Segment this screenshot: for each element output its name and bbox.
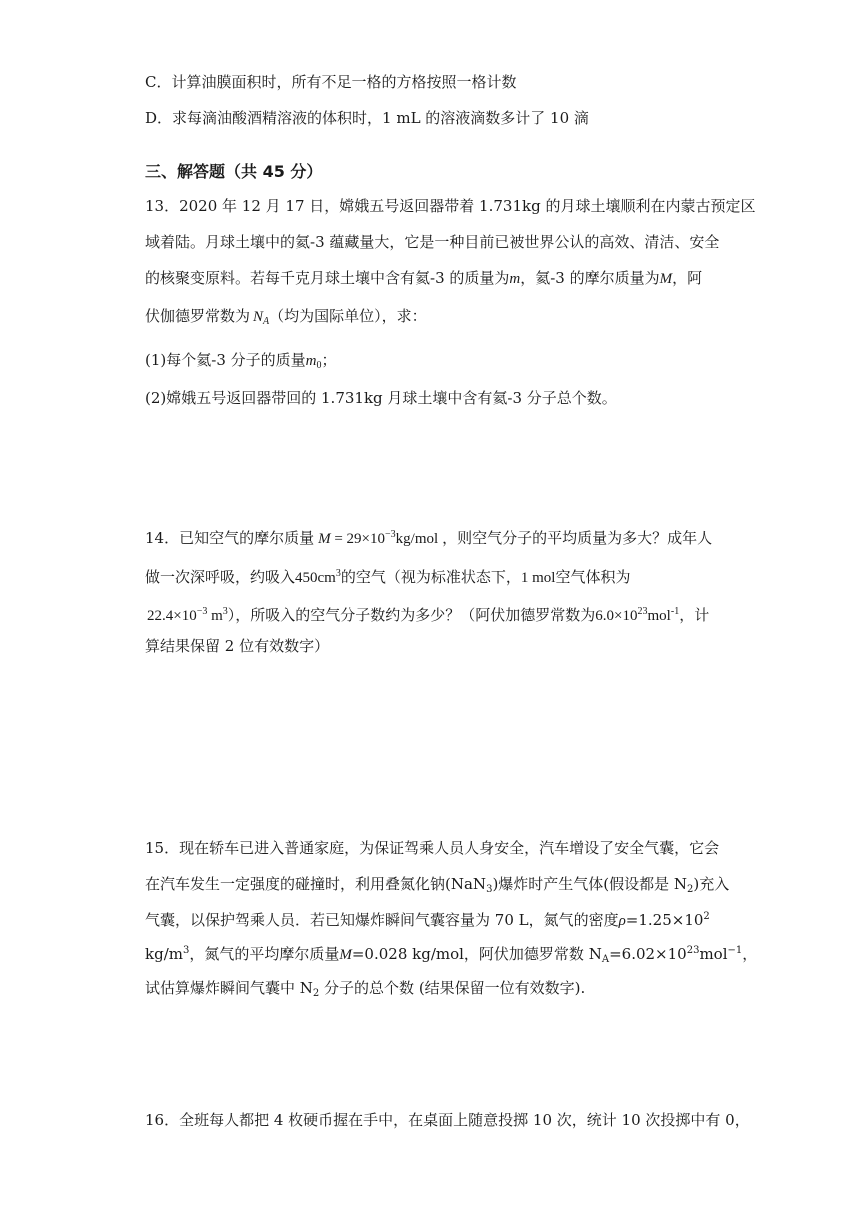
q13-text-3b: ，氦-3 的摩尔质量为	[520, 269, 660, 287]
q14-text-1b: ，则空气分子的平均质量为多大？成年人	[442, 529, 713, 547]
q15-text-3b: =1.25×10	[625, 911, 704, 929]
q16-line-1	[145, 1110, 750, 1130]
q14-text-2c: 空气体积为	[555, 568, 631, 586]
q15-text-4f: ，	[742, 945, 758, 963]
q15-sub-3: 3	[486, 884, 493, 895]
q13-line-2	[145, 232, 719, 252]
q13-text-6: (2)嫦娥五号返回器带回的 1.731kg 月球土壤中含有氦-3 分子总个数。	[145, 389, 617, 407]
q15-line-1	[145, 838, 719, 858]
formula-unit: kg/mol	[395, 531, 439, 547]
q14-avogadro	[595, 608, 679, 624]
q15-sub-n2: 2	[312, 988, 320, 999]
na-value: 6.0×10	[595, 608, 638, 624]
q14-volume	[295, 570, 341, 586]
section-title	[145, 162, 322, 182]
q15-text-2c: )充入	[693, 875, 730, 893]
q13-line-1	[145, 196, 755, 216]
vstp-unit-exp: 3	[222, 606, 228, 617]
q13-text-3c: ，阿	[672, 269, 703, 287]
vstp-exp: −3	[196, 606, 208, 617]
var-M-n2: M	[339, 947, 352, 963]
q14-text-1a: 14．已知空气的摩尔质量	[145, 529, 315, 547]
q15-sub-A: A	[601, 954, 610, 965]
var-NA: N	[253, 309, 264, 325]
q14-text-3b: ），所吸入的空气分子数约为多少？（阿伏加德罗常数为	[227, 606, 596, 624]
q14-line-1	[145, 528, 712, 549]
option-c-text: C．计算油膜面积时，所有不足一格的方格按照一格计数	[145, 73, 517, 91]
option-c	[145, 72, 516, 92]
q14-line-4	[145, 636, 329, 656]
q13-text-4a: 伏伽德罗常数为	[145, 307, 251, 325]
q15-text-4e: mol	[699, 945, 728, 963]
q15-line-5	[145, 978, 585, 998]
q13-line-6	[145, 388, 617, 408]
na-unit: mol	[647, 608, 671, 624]
var-m0: m	[305, 353, 317, 369]
var-m: m	[509, 271, 521, 287]
q14-line-3	[145, 605, 709, 626]
var-m0-sub: 0	[316, 360, 322, 371]
q15-text-5b: 分子的总个数 (结果保留一位有效数字).	[319, 979, 586, 997]
q13-text-4b: （均为国际单位），求：	[269, 307, 427, 325]
q13-text-3a: 的核聚变原料。若每千克月球土壤中含有氦-3 的质量为	[145, 269, 510, 287]
q15-text-2b: )爆炸时产生气体(假设都是 N	[492, 875, 688, 893]
volume-value: 450cm	[295, 570, 336, 586]
q14-vstp	[147, 608, 228, 624]
q13-line-5	[145, 350, 337, 371]
q14-mol: 1 mol	[520, 570, 556, 586]
volume-exp: 3	[335, 568, 341, 579]
na-unit-exp: -1	[670, 606, 680, 617]
q15-line-2	[145, 874, 729, 894]
q15-text-1: 15．现在轿车已进入普通家庭，为保证驾乘人员人身安全，汽车增设了安全气囊，它会	[145, 839, 720, 857]
q15-text-4a: kg/m	[145, 945, 183, 963]
q15-text-3a: 气囊，以保护驾乘人员．若已知爆炸瞬间气囊容量为 70 L，氮气的密度	[145, 911, 619, 929]
q15-text-4b: ，氮气的平均摩尔质量	[189, 945, 340, 963]
var-M: M	[659, 271, 673, 287]
vstp-unit: m	[207, 608, 223, 624]
na-exp: 23	[637, 606, 648, 617]
q15-text-2a: 在汽车发生一定强度的碰撞时，利用叠氮化钠(NaN	[145, 875, 487, 893]
q13-text-5b: ；	[321, 351, 337, 369]
vstp-value: 22.4×10	[147, 608, 197, 624]
section-title-text: 三、解答题（共 45 分）	[145, 162, 323, 181]
q15-exp-23: 23	[686, 945, 700, 956]
formula-exp: −3	[385, 529, 396, 540]
q15-text-4d: =6.02×10	[609, 945, 687, 963]
formula-eq: = 29×10	[330, 531, 386, 547]
q14-text-2a: 做一次深呼吸，约吸入	[145, 568, 296, 586]
q15-exp-neg1: −1	[727, 945, 743, 956]
q14-formula-m	[318, 531, 438, 547]
q16-text-1: 16．全班每人都把 4 枚硬币握在手中，在桌面上随意投掷 10 次，统计 10 次投掷中有 0，	[145, 1111, 750, 1129]
var-NA-sub: A	[263, 316, 270, 327]
q14-text-4: 算结果保留 2 位有效数字）	[145, 637, 330, 655]
q15-sub-2: 2	[687, 884, 694, 895]
q15-text-4c: =0.028 kg/mol，阿伏加德罗常数 N	[351, 945, 602, 963]
q15-exp-2: 2	[703, 911, 710, 922]
var-rho: ρ	[618, 913, 626, 929]
q13-text-2: 域着陆。月球土壤中的氦-3 蕴藏量大，它是一种目前已被世界公认的高效、清洁、安全	[145, 233, 720, 251]
q13-text-5a: (1)每个氦-3 分子的质量	[145, 351, 306, 369]
q15-exp-3: 3	[182, 945, 190, 956]
q15-line-4	[145, 944, 757, 965]
q15-text-5a: 试估算爆炸瞬间气囊中 N	[145, 979, 313, 997]
var-M-air: M	[318, 531, 331, 547]
option-d	[145, 108, 589, 128]
q13-line-3	[145, 268, 702, 289]
q14-text-2b: 的空气（视为标准状态下，	[340, 568, 521, 586]
q14-text-3c: ，计	[679, 606, 710, 624]
q14-line-2	[145, 567, 630, 588]
option-d-text: D．求每滴油酸酒精溶液的体积时，1 mL 的溶液滴数多计了 10 滴	[145, 109, 589, 127]
q15-line-3	[145, 910, 710, 931]
q13-text-1: 13．2020 年 12 月 17 日，嫦娥五号返回器带着 1.731kg 的月球土壤顺利在内蒙古预定区	[145, 197, 756, 215]
q13-line-4	[145, 306, 427, 327]
